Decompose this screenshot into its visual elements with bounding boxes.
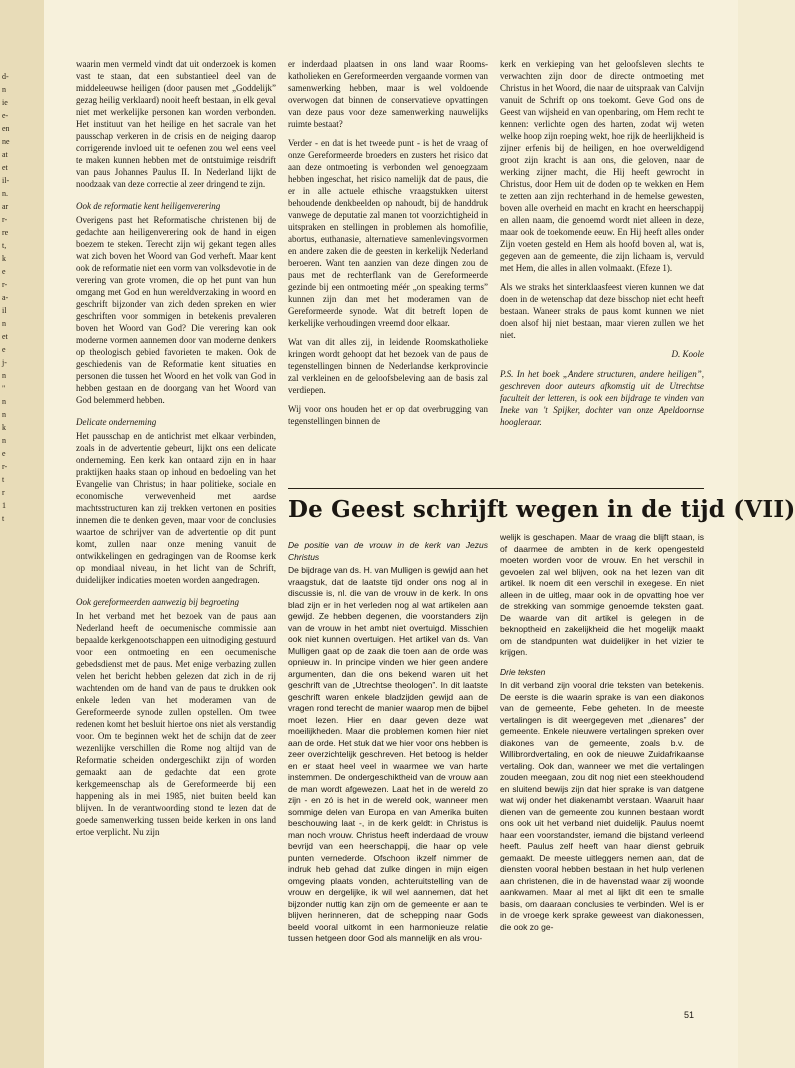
gutter-fragment: e bbox=[2, 345, 6, 354]
postscript: P.S. In het boek „Andere structuren, andere heiligen”, geschreven door auteurs afkomstig uit de Utrechtse faculteit der letteren, is ook een bijdrage te vinden van Ineke van 't Spijker, dochter van onze Apeldoornse hoogleraar. bbox=[500, 369, 704, 427]
col2-paragraph-1: er inderdaad plaatsen in ons land waar Rooms-katholieken en Gereformeerden vergaande vormen van samenwerking hebben, maar is wel voldoende overwogen dat binnen de conservatieve opvattingen van deze paus voor deze samenwerking nauwelijks ruimte bestaat? bbox=[288, 59, 488, 129]
gutter-fragment: t, bbox=[2, 241, 7, 250]
page-number: 51 bbox=[684, 1010, 695, 1020]
gutter-fragment: ar bbox=[2, 202, 9, 211]
gutter-fragment: n bbox=[2, 371, 6, 380]
column-1 bbox=[76, 58, 276, 845]
col1-paragraph-4: In het verband met het bezoek van de paus aan Nederland heeft de oecumenische commissie aan bepaalde kerkgenootschappen een uitnodiging gestuurd voor een ontmoeting en een oecumenische gebedsdienst met de paus. Met enige verbazing zullen velen het bericht hebben gelezen dat zich in de rij wachtenden om de hand van de paus te drukken ook enkele leden van het moderamen van de Gereformeerde synode zullen opstellen. Om twee redenen komt het besluit hiertoe ons niet als verstandig voor. Om te beginnen wekt het de schijn dat de zeer wezenlijke verschillen die Rome nog altijd van de Reformatie scheiden ondergeschikt zijn of worden gemaakt aan de gedachte dat een grote kerkgemeenschap als de Gereformeerde bij een happening als in mei 1985, niet buiten beeld kan blijven. In de verantwoording stond te lezen dat de goede samenwerking tussen beide kerken in ons land ertoe verplicht. Nu zijn bbox=[76, 611, 276, 837]
lower2-paragraph-1: welijk is geschapen. Maar de vraag die blijft staan, is of daarmee de ambten in de kerk opengesteld moeten worden voor de vrouw. En het verschil in gevoelen zal wel blijven, ook na het lezen van dit artikel. Ik noem dit een verschil in exegese. En niet alleen in de uitleg, maar ook in de opvatting hoe ver de strekking van sommige genoemde teksten gaat. De waarde van dit artikel is gelegen in de beknoptheid en zakelijkheid die het mogelijk maakt om de standpunten wat duidelijker in het vizier te krijgen. bbox=[500, 532, 704, 657]
lower-column-2 bbox=[500, 532, 704, 939]
gutter-fragment: n bbox=[2, 319, 6, 328]
column-2 bbox=[288, 58, 488, 434]
gutter-fragment: ne bbox=[2, 137, 10, 146]
col2-paragraph-4: Wij voor ons houden het er op dat overbrugging van tegenstellingen binnen de bbox=[288, 404, 488, 426]
gutter-fragment: e- bbox=[2, 111, 9, 120]
gutter-fragment: 1 bbox=[2, 501, 6, 510]
gutter-fragment: n bbox=[2, 410, 6, 419]
gutter-fragment: " bbox=[2, 384, 6, 393]
lower1-subheading: De positie van de vrouw in de kerk van Jezus Christus bbox=[288, 540, 488, 562]
gutter-fragment: n bbox=[2, 397, 6, 406]
gutter-fragment: a- bbox=[2, 293, 9, 302]
gutter-fragment: n. bbox=[2, 189, 8, 198]
lower1-paragraph: De bijdrage van ds. H. van Mulligen is gewijd aan het vraagstuk, dat de laatste tijd onder ons nog al in discussie is, nl. die van de vrouw in de kerk. In ons blad zijn er in het verleden nog al wat artikelen aan gewijd. Ze hebben degenen, die voorstanders zijn van de vrouw in het ambt niet overtuigd. Misschien ook niet kunnen overtuigen. Het artikel van ds. Van Mulligen gaat op de zaak die toen aan de orde was opnieuw in. In principe vinden we hier geen andere argumenten, dan die ons bekend waren uit het geschrift van de „Utrechtse theologen”. In dit laatste geschrift waren enkele bladzijden gewijd aan de vragen rond terecht de manier waarop men de bijbel moet lezen. Hier en daar geven deze wat moeilijkheden. Maar die problemen komen hier niet aan de orde. Het stuk dat we hier voor ons hebben is zeer overzichtelijk geschreven. Het betoog is helder en er staat heel veel in waarmee we van harte instemmen. De ondergeschiktheid van de vrouw aan de man wordt afgewezen. Laat het in de wereld zo zijn - en zó is het in de wereld ook, wanneer men sommige delen van Europa en van Amerika buiten beschouwing laat -, in de kerk geldt: in Christus is man noch vrouw. Christus heeft inderdaad de vrouw bevrijd van een heerschappij, die haar op vele punten vernederde. Ofschoon ikzelf nimmer de indruk heb gehad dat zulke dingen in mijn eigen omgeving plaats vonden, achteruitstelling van de vrouw en dergelijke, ik wil wel aannemen, dat het bijzonder nuttig kan zijn om de gemeente er aan te blijven herinneren, dat de schepping naar Gods beeld vooral uitkomt in een harmonieuze relatie tussen hetgeen door God als mannelijk en als vrou- bbox=[288, 565, 488, 943]
gutter-fragment: t bbox=[2, 475, 5, 484]
gutter-fragment: r- bbox=[2, 280, 8, 289]
col1-paragraph-2: Overigens past het Reformatische christenen bij de gedachte aan heiligenverering ook de hand in eigen boezem te steken. Terecht zijn wij gekant tegen alles wat zich boven het Woord van God verheft. Maar kent ook de reformatie niet een vorm van volksdevotie in de verering van grote vromen, die op het punt van hun omgang met God en hun wereldverzaking in woord en geschrift bijzonder van zich deden spreken en wier geschriften voor sommigen in betekenis prevaleren boven het Woord van God? Die verering kan ook moderne vormen aannemen door van moderne denkers op theologisch gebied favorieten te maken. Ook de geschiedenis van de Reformatie kent situaties en personen die tussen het Woord en het volk van God in hebben gestaan en de doorgang van het Woord van God belemmerd hebben. bbox=[76, 215, 276, 405]
lower-column-1 bbox=[288, 532, 488, 951]
gutter-fragment: d- bbox=[2, 72, 9, 81]
col1-subheading-2: Ook de reformatie kent heiligenverering bbox=[76, 201, 221, 211]
lower2-paragraph-2: In dit verband zijn vooral drie teksten van betekenis. De eerste is die waarin sprake is van een diakonos van de gemeente, Febe geheten. In de meeste vertalingen is dit weergegeven met „dienares” der gemeente. Enkele nieuwere vertalingen spreken over diakones van de gemeente, zoals b.v. de Willibrordvertaling, en ook de nieuwe Zuidafrikaanse vertaling. Ook dan, wanneer we met die vertalingen zouden meegaan, zou dit nog niet een steekhoudend en sluitend bewijs zijn dat hier sprake is van datgene wat wij onder het diakenambt verstaan. Waaruit haar dienen van de gemeente zou kunnen bestaan wordt ons ook uit het verband niet duidelijk. Paulus noemt haar een voorstandster, iemand die bijstand verleend heeft. Paulus zelf heeft van haar dienst gebruik gemaakt. De meeste uitleggers nemen aan, dat de diensten vooral hebben bestaan in het hulp verlenen aan christenen, die in de havenstad waar zij woonde aankwamen. Maar al met al lijkt dit een te smalle basis, om daaraan conclusies te verbinden. Wel is er in de vroege kerk sprake geweest van diakonessen, die ook zo ge- bbox=[500, 680, 704, 932]
gutter-fragment: en bbox=[2, 124, 10, 133]
gutter-fragment: at bbox=[2, 150, 8, 159]
section-divider bbox=[288, 488, 704, 489]
gutter-fragment: t bbox=[2, 514, 5, 523]
gutter-fragment: r- bbox=[2, 215, 8, 224]
magazine-page bbox=[44, 0, 795, 1068]
col2-paragraph-2: Verder - en dat is het tweede punt - is het de vraag of onze Gereformeerde broeders en zusters het risico dat aan deze ontmoeting is verbonden wel genoegzaam hebben ingeschat, het risico namelijk dat de paus, die er in alle actuele ethische vraagstukken uiterst behoudende denkbeelden op nahoudt, bij de handdruk vanwege de deputatie zal manen tot voorzichtigheid in uitspraken en stellingen in problemen als homofilie, abortus, euthanasie, alternatieve samenlevingsvormen en andere zaken die de geesten in kerkelijk Nederland beroeren. Want ten aanzien van deze dingen zou de paus met de rechterflank van de Gereformeerde gezinde bij een ontmoeting méér „on speaking terms” kunnen zijn dan met het moderamen van de Gereformeerde synode. Wat dit betreft lopen de kerkelijke verhoudingen vreemd door elkaar. bbox=[288, 138, 488, 328]
gutter-fragment: et bbox=[2, 163, 8, 172]
gutter-fragment: e bbox=[2, 267, 6, 276]
gutter-fragment: e bbox=[2, 449, 6, 458]
author-signature: D. Koole bbox=[671, 349, 704, 359]
article-headline: De Geest schrijft wegen in de tijd (VII) bbox=[288, 496, 795, 523]
col2-paragraph-3: Wat van dit alles zij, in leidende Roomskatholieke kringen wordt gehoopt dat het bezoek van de paus de tegenstellingen binnen de Nederlandse kerkprovincie zal verkleinen en de geloofsbeleving aan de basis zal verdiepen. bbox=[288, 337, 488, 395]
gutter-fragment: r bbox=[2, 488, 5, 497]
col1-paragraph-3: Het pausschap en de antichrist met elkaar verbinden, zoals in de advertentie gebeurt, lijkt ons een delicate onderneming. Een kerk kan ontaard zijn en in haar praktijken haaks staan op inhoud en bedoeling van het Evangelie van Christus; in haar politieke, sociale en economische verwevenheid met aardse machtsstructuren kan zij trekken vertonen en posities innemen die te denken geven, maar voor de conclusies waartoe de schrijver van de advertentie op dit punt komt, zullen naar onze mening vanuit de ontwikkelingen en gedragingen van de Roomse kerk op mondiaal niveau, in het licht van de Schrift, duidelijker indicaties moeten worden aangedragen. bbox=[76, 431, 276, 585]
column-3 bbox=[500, 58, 704, 428]
col3-paragraph-1: kerk en verkieping van het geloofsleven slechts te verwachten zijn door de directe ontmoeting met Christus in het Woord, die naar de uitspraak van Calvijn vanuit de Schrift op ons toekomt. Geve God ons de Geest van wijsheid en van openbaring, om Hem recht te kennen: verlichte ogen des harten, zodat wij weten welke hoop zijn roeping wekt, hoe rijk de heerlijkheid is zijner erfenis bij de heiligen, en hoe overweldigend groot zijn kracht is aan ons, die geloven, naar de werking zijner macht, die Hij heeft gewrocht in Christus, door Hem uit de doden op te wekken en Hem te zetten aan zijn rechterhand in de hemelse gewesten, boven alle overheid en macht en kracht en heerschappij en allen naam, die genoemd wordt niet alleen in deze, maar ook de toekomende eeuw. En Hij heeft alles onder Zijn voeten gesteld en Hem als hoofd boven al, wat is, gegeven aan de gemeente, die zijn lichaam is, vervuld met Hem, die alles in allen volmaakt. (Efeze 1). bbox=[500, 59, 704, 273]
col1-paragraph-1: waarin men vermeld vindt dat uit onderzoek is komen vast te staan, dat een substantieel deel van de middeleeuwse heiligen (door pausen met „Goddelijk” gezag heilig verklaard) nooit heeft bestaan, in elk geval niet met werkelijke personen kan worden verbonden. Het instituut van het heilige en het sacrale van het pausschap verkeren in de crisis en de neiging daarop corrigerende invloed uit te oefenen zou wel eens veel te maken kunnen hebben met de ontstuimige reisdrift van paus Johannes Paulus II. In Nederland lijkt de noodzaak van deze correctie al zeer dringend te zijn. bbox=[76, 59, 276, 189]
gutter-fragment: r- bbox=[2, 462, 8, 471]
col1-subheading-4: Ook gereformeerden aanwezig bij begroeting bbox=[76, 597, 239, 607]
gutter-fragment: et bbox=[2, 332, 8, 341]
gutter-fragment: n bbox=[2, 85, 6, 94]
gutter-fragment: j- bbox=[2, 358, 7, 367]
gutter-fragment: il- bbox=[2, 176, 10, 185]
facing-page-edge bbox=[0, 0, 45, 1068]
gutter-fragment: k bbox=[2, 423, 6, 432]
gutter-fragment: il bbox=[2, 306, 7, 315]
col1-subheading-3: Delicate onderneming bbox=[76, 417, 157, 427]
col3-paragraph-2: Als we straks het sinterklaasfeest vieren kunnen we dat doen in de wetenschap dat deze bisschop niet echt heeft bestaan. Waneer straks de paus komt kunnen we niet doen alsof hij niet bestaan, maar vieren zullen we het niet. bbox=[500, 282, 704, 340]
gutter-fragment: k bbox=[2, 254, 6, 263]
gutter-fragment: ie bbox=[2, 98, 8, 107]
gutter-fragment: n bbox=[2, 436, 6, 445]
lower2-subheading: Drie teksten bbox=[500, 666, 546, 677]
gutter-fragment: re bbox=[2, 228, 9, 237]
